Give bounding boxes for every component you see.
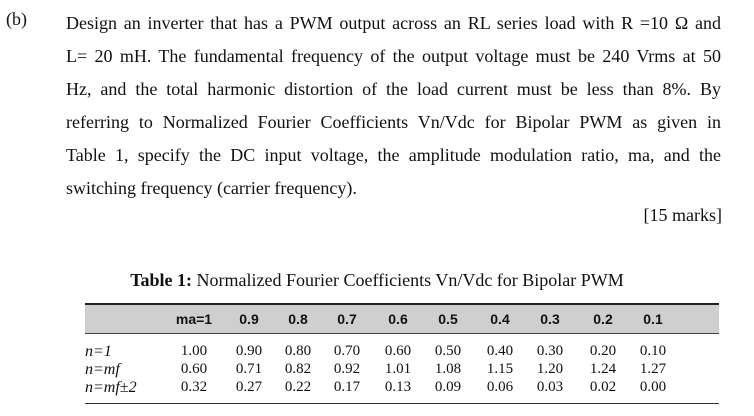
table-cell: 0.40 <box>486 343 514 359</box>
table-cell: 0.20 <box>589 343 617 359</box>
part-label: (b) <box>6 9 27 29</box>
table-cell: 1.01 <box>384 361 412 377</box>
question-line: referring to Normalized Fourier Coefficients Vn/Vdc for Bipolar PWM as given in <box>66 112 721 132</box>
table-cell: 0.82 <box>284 361 312 377</box>
table-header-row <box>85 305 719 334</box>
table-header-cell: 0.2 <box>593 311 613 327</box>
row-label: n=1 <box>85 343 112 360</box>
table-cell: 0.92 <box>333 361 361 377</box>
table-header-cell: 0.8 <box>288 311 308 327</box>
table-header-cell: ma=1 <box>175 311 213 327</box>
table-row <box>85 379 719 397</box>
table-cell: 0.27 <box>235 379 263 395</box>
table-cell: 1.15 <box>486 361 514 377</box>
table-row <box>85 361 719 379</box>
fourier-coefficients-table <box>85 303 719 404</box>
table-header-cell: 0.9 <box>239 311 259 327</box>
table-cell: 0.17 <box>333 379 361 395</box>
table-cell: 1.24 <box>589 361 617 377</box>
table-cell: 0.71 <box>235 361 263 377</box>
table-caption-number: Table 1: <box>130 270 193 290</box>
table-header-cell: 0.3 <box>540 311 560 327</box>
table-row <box>85 343 719 361</box>
table-cell: 0.03 <box>536 379 564 395</box>
table-cell: 1.08 <box>434 361 462 377</box>
table-cell: 0.32 <box>180 379 208 395</box>
table-cell: 0.06 <box>486 379 514 395</box>
table-caption-text: Normalized Fourier Coefficients Vn/Vdc for Bipolar PWM <box>196 270 624 290</box>
row-label: n=mf <box>85 361 120 378</box>
table-cell: 1.20 <box>536 361 564 377</box>
table-cell: 1.00 <box>180 343 208 359</box>
table-bottom-rule <box>85 403 719 404</box>
table-header-cell: 0.4 <box>490 311 510 327</box>
table-cell: 0.80 <box>284 343 312 359</box>
question-line: Table 1, specify the DC input voltage, the amplitude modulation ratio, ma, and the <box>66 145 721 165</box>
table-cell: 0.13 <box>384 379 412 395</box>
table-cell: 0.02 <box>589 379 617 395</box>
table-body <box>85 334 719 403</box>
table-caption <box>0 270 754 291</box>
table-cell: 0.30 <box>536 343 564 359</box>
table-cell: 0.10 <box>639 343 667 359</box>
row-label: n=mf±2 <box>85 379 137 396</box>
table-cell: 0.70 <box>333 343 361 359</box>
question-line: switching frequency (carrier frequency). <box>66 178 357 198</box>
question-line: L= 20 mH. The fundamental frequency of the output voltage must be 240 Vrms at 50 <box>66 46 721 66</box>
marks-label: [15 marks] <box>643 205 722 225</box>
table-cell: 1.27 <box>639 361 667 377</box>
table-header-cell: 0.7 <box>337 311 357 327</box>
table-header-cell: 0.5 <box>438 311 458 327</box>
question-line: Hz, and the total harmonic distortion of the load current must be less than 8%. By <box>66 79 721 99</box>
table-cell: 0.50 <box>434 343 462 359</box>
table-cell: 0.09 <box>434 379 462 395</box>
table-cell: 0.90 <box>235 343 263 359</box>
table-header-cell: 0.1 <box>643 311 663 327</box>
question-text <box>66 7 721 205</box>
table-cell: 0.22 <box>284 379 312 395</box>
table-cell: 0.00 <box>639 379 667 395</box>
table-cell: 0.60 <box>180 361 208 377</box>
table-cell: 0.60 <box>384 343 412 359</box>
table-header-cell: 0.6 <box>388 311 408 327</box>
question-line: Design an inverter that has a PWM output across an RL series load with R =10 Ω and <box>66 13 721 33</box>
